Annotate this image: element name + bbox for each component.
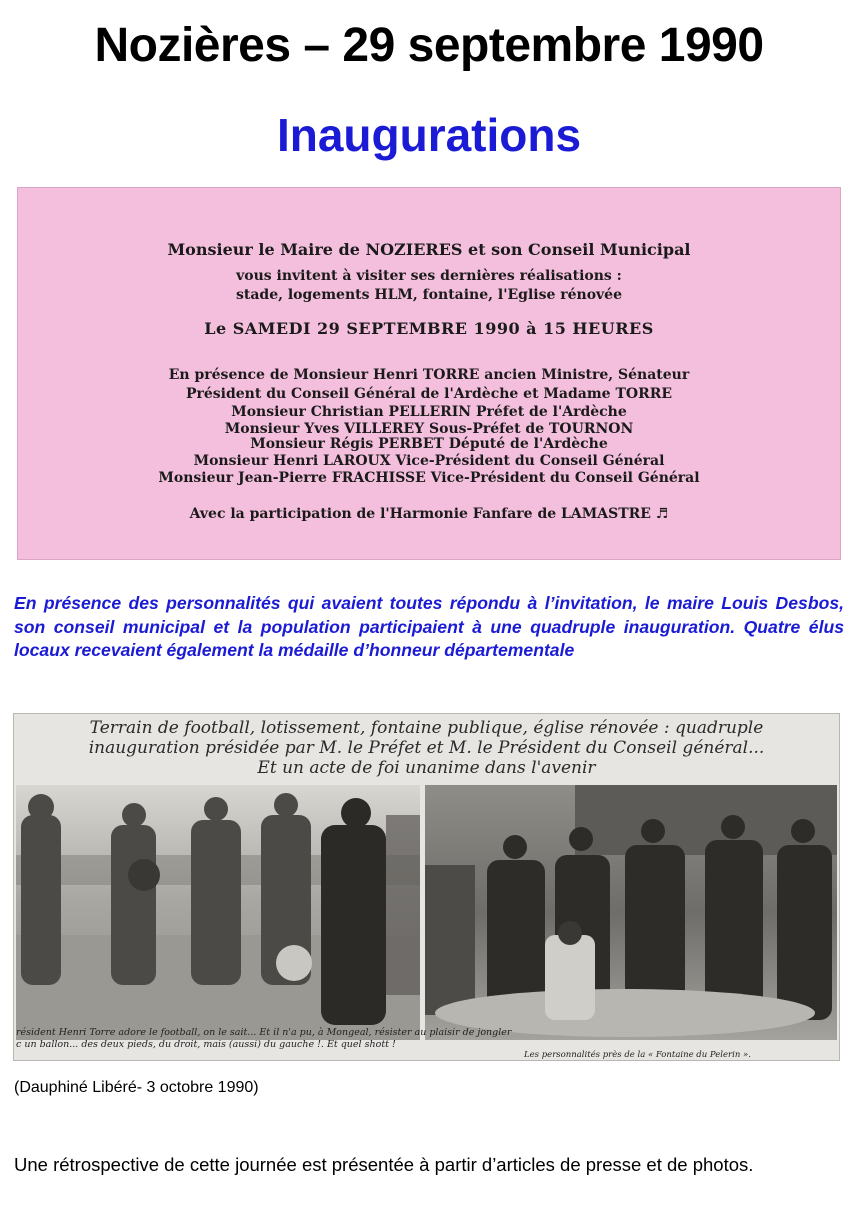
invitation-guest: En présence de Monsieur Henri TORRE ancien Ministre, Sénateur xyxy=(168,367,690,383)
invitation-line-2: stade, logements HLM, fontaine, l'Eglise rénovée xyxy=(236,287,622,303)
clipping-headline-line: inauguration présidée par M. le Préfet et M. le Président du Conseil général... xyxy=(88,738,765,758)
clipping-headline xyxy=(14,718,839,778)
source-note: (Dauphiné Libéré- 3 octobre 1990) xyxy=(14,1079,259,1096)
football-photo-image xyxy=(16,785,420,1040)
invitation-participation-text: Avec la participation de l'Harmonie Fanfare de LAMASTRE xyxy=(189,506,651,522)
invitation-guest: Monsieur Jean-Pierre FRACHISSE Vice-Président du Conseil Général xyxy=(158,470,700,486)
fountain-photo-image xyxy=(425,785,837,1040)
newspaper-clipping xyxy=(13,713,840,1061)
invitation-guest: Monsieur Christian PELLERIN Préfet de l'Ardèche xyxy=(231,404,627,420)
event-caption: En présence des personnalités qui avaient toutes répondu à l’invitation, le maire Louis Desbos, son conseil municipal et la population participaient à une quadruple inauguration. Quatre élus locaux recevaient également la médaille d’honneur départementale xyxy=(14,593,844,660)
football-photo-caption-line: résident Henri Torre adore le football, on le sait... Et il n'a pu, à Mongeal, résister au plaisir de jongler xyxy=(16,1027,512,1038)
clipping-headline-line: Terrain de football, lotissement, fontaine publique, église rénovée : quadruple xyxy=(89,718,764,738)
clipping-headline-line: Et un acte de foi unanime dans l'avenir xyxy=(257,758,596,778)
invitation-date: Le SAMEDI 29 SEPTEMBRE 1990 à 15 HEURES xyxy=(204,319,654,338)
retrospective-text: Une rétrospective de cette journée est présentée à partir d’articles de presse et de photos. xyxy=(14,1154,754,1175)
invitation-guest: Monsieur Régis PERBET Député de l'Ardèche xyxy=(250,436,608,452)
invitation-line-1: vous invitent à visiter ses dernières réalisations : xyxy=(236,268,622,284)
football-photo-caption-line: c un ballon... des deux pieds, du droit, mais (aussi) du gauche !. Et quel shott ! xyxy=(16,1039,396,1050)
invitation-guest: Président du Conseil Général de l'Ardèche et Madame TORRE xyxy=(185,386,673,402)
invitation-card xyxy=(17,187,841,560)
football-photo-caption xyxy=(16,1027,511,1051)
football-photo xyxy=(16,785,420,1040)
invitation-guest: Monsieur Henri LAROUX Vice-Président du Conseil Général xyxy=(193,453,665,469)
invitation-host: Monsieur le Maire de NOZIERES et son Conseil Municipal xyxy=(167,240,691,259)
invitation-guest: Monsieur Yves VILLEREY Sous-Préfet de TOURNON xyxy=(224,421,634,437)
invitation-participation xyxy=(18,506,840,522)
page-title: Nozières – 29 septembre 1990 xyxy=(94,19,764,72)
fountain-photo xyxy=(425,785,837,1040)
fountain-photo-caption: Les personnalités près de la « Fontaine du Pelerin ». xyxy=(524,1050,751,1060)
music-notes-icon: ♬ xyxy=(655,506,669,522)
page-subtitle: Inaugurations xyxy=(276,109,582,161)
